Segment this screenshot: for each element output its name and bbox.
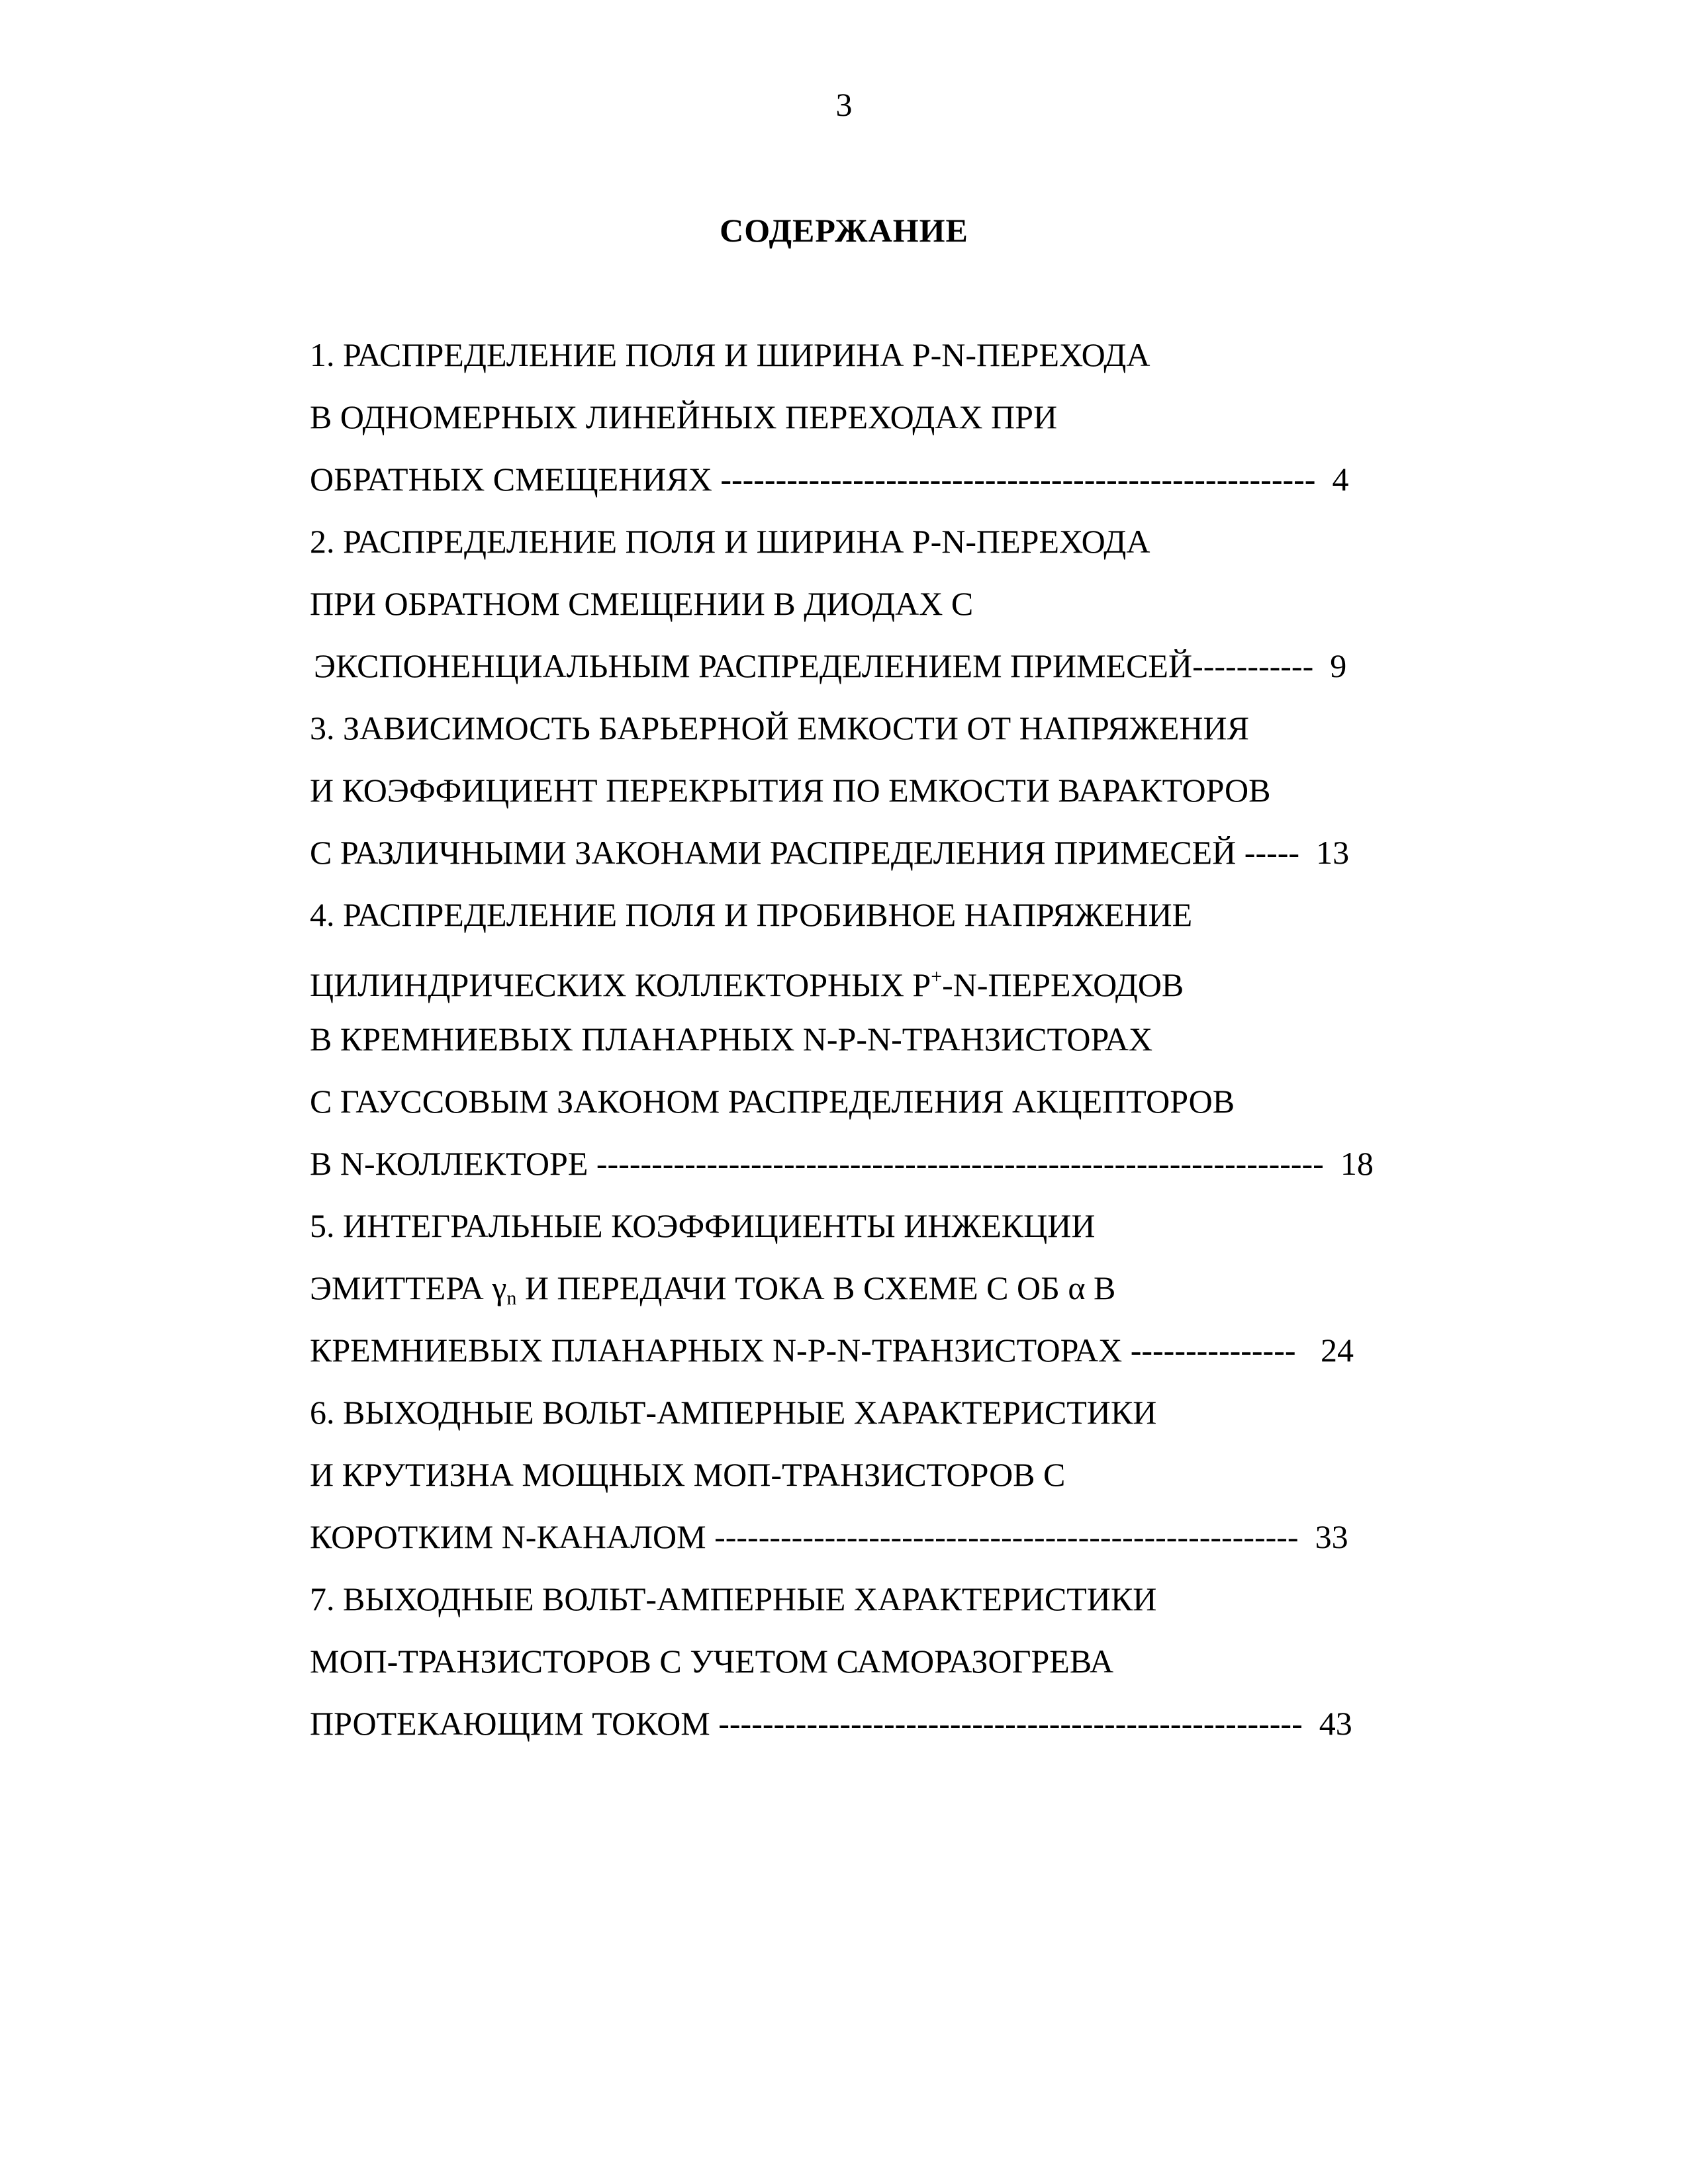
toc-entry-6-line-3[interactable] <box>310 1517 1475 1579</box>
toc-entry-2-heading-end: ЭКСПОНЕНЦИАЛЬНЫМ РАСПРЕДЕЛЕНИЕМ ПРИМЕСЕЙ <box>314 647 1193 684</box>
toc-entry-5-heading-end: КРЕМНИЕВЫХ ПЛАНАРНЫХ N-P-N-ТРАНЗИСТОРАХ <box>310 1332 1123 1369</box>
toc-entry-4-heading-end: В N-КОЛЛЕКТОРЕ <box>310 1145 588 1182</box>
toc-entry-3-leader: ----- <box>1244 834 1300 871</box>
toc-entry-6-heading-end: КОРОТКИМ N-КАНАЛОМ <box>310 1518 706 1555</box>
toc-entry-5-page: 24 <box>1321 1332 1354 1369</box>
toc-entry-6-line-2: И КРУТИЗНА МОЩНЫХ МОП-ТРАНЗИСТОРОВ С <box>310 1456 1066 1493</box>
toc-entry-5-line-2-pre: ЭМИТТЕРА γ <box>310 1269 507 1306</box>
toc-entry-3-heading-end: С РАЗЛИЧНЫМИ ЗАКОНАМИ РАСПРЕДЕЛЕНИЯ ПРИМЕСЕЙ <box>310 834 1237 871</box>
toc-entry-4-page: 18 <box>1340 1145 1374 1182</box>
toc-entry-5-line-1: 5. ИНТЕГРАЛЬНЫЕ КОЭФФИЦИЕНТЫ ИНЖЕКЦИИ <box>310 1207 1096 1244</box>
toc-entry-7-page: 43 <box>1319 1705 1352 1742</box>
toc-entry-7-leader: ----------------------------------------------------- <box>718 1705 1303 1742</box>
toc-entry-3-page: 13 <box>1316 834 1350 871</box>
toc-entry-1-heading-end: ОБРАТНЫХ СМЕЩЕНИЯХ <box>310 461 712 498</box>
toc-entry-4-leader: ------------------------------------------------------------------ <box>596 1145 1324 1182</box>
toc-entry-3-line-2: И КОЭФФИЦИЕНТ ПЕРЕКРЫТИЯ ПО ЕМКОСТИ ВАРАКТОРОВ <box>310 772 1271 809</box>
toc-entry-1-leader: ------------------------------------------------------ <box>720 461 1316 498</box>
toc-entry-4-line-2-pre: ЦИЛИНДРИЧЕСКИХ КОЛЛЕКТОРНЫХ P <box>310 966 931 1003</box>
toc-entry-7-heading-end: ПРОТЕКАЮЩИМ ТОКОМ <box>310 1705 710 1742</box>
toc-entry-4-line-2-post: -N-ПЕРЕХОДОВ <box>942 966 1184 1003</box>
toc-entry-3-line-1: 3. ЗАВИСИМОСТЬ БАРЬЕРНОЙ ЕМКОСТИ ОТ НАПРЯЖЕНИЯ <box>310 709 1249 747</box>
toc-entry-4-line-2-sup: + <box>931 966 943 987</box>
toc-entry-2-line-2: ПРИ ОБРАТНОМ СМЕЩЕНИИ В ДИОДАХ С <box>310 585 974 622</box>
toc-entry-3-line-3[interactable] <box>310 833 1475 895</box>
toc-entry-6-page: 33 <box>1315 1518 1348 1555</box>
table-of-contents <box>310 335 1475 1766</box>
toc-entry-6-line-1: 6. ВЫХОДНЫЕ ВОЛЬТ-АМПЕРНЫЕ ХАРАКТЕРИСТИКИ <box>310 1394 1157 1431</box>
toc-entry-7-line-2: МОП-ТРАНЗИСТОРОВ С УЧЕТОМ САМОРАЗОГРЕВА <box>310 1643 1114 1680</box>
toc-entry-1-line-2: В ОДНОМЕРНЫХ ЛИНЕЙНЫХ ПЕРЕХОДАХ ПРИ <box>310 398 1058 435</box>
toc-entry-2-page: 9 <box>1330 647 1347 684</box>
toc-entry-2-line-1: 2. РАСПРЕДЕЛЕНИЕ ПОЛЯ И ШИРИНА P-N-ПЕРЕХОДА <box>310 523 1150 560</box>
toc-entry-6-leader: ----------------------------------------------------- <box>714 1518 1299 1555</box>
toc-entry-5-line-2-sub: n <box>506 1287 517 1309</box>
toc-entry-1-page: 4 <box>1332 461 1349 498</box>
toc-entry-5-line-2-post: И ПЕРЕДАЧИ ТОКА В СХЕМЕ С ОБ α В <box>516 1269 1116 1306</box>
toc-entry-4-line-2 <box>310 957 1475 1019</box>
toc-entry-4-line-3: В КРЕМНИЕВЫХ ПЛАНАРНЫХ N-P-N-ТРАНЗИСТОРАХ <box>310 1021 1153 1058</box>
toc-entry-4-line-5[interactable] <box>310 1144 1475 1206</box>
toc-entry-1-line-1: 1. РАСПРЕДЕЛЕНИЕ ПОЛЯ И ШИРИНА P-N-ПЕРЕХОДА <box>310 336 1150 373</box>
toc-entry-7-line-3[interactable] <box>310 1704 1475 1766</box>
toc-entry-1-line-3[interactable] <box>310 459 1475 522</box>
toc-entry-2-leader: ----------- <box>1192 647 1314 684</box>
toc-entry-2-line-3[interactable] <box>310 646 1475 708</box>
page-title: СОДЕРЖАНИЕ <box>720 212 968 249</box>
toc-entry-4-line-1: 4. РАСПРЕДЕЛЕНИЕ ПОЛЯ И ПРОБИВНОЕ НАПРЯЖЕНИЕ <box>310 896 1193 933</box>
toc-entry-7-line-1: 7. ВЫХОДНЫЕ ВОЛЬТ-АМПЕРНЫЕ ХАРАКТЕРИСТИКИ <box>310 1580 1157 1617</box>
toc-entry-5-line-3[interactable] <box>310 1330 1475 1392</box>
toc-entry-5-line-2 <box>310 1268 1475 1330</box>
toc-entry-4-line-4: С ГАУССОВЫМ ЗАКОНОМ РАСПРЕДЕЛЕНИЯ АКЦЕПТОРОВ <box>310 1083 1235 1120</box>
toc-entry-5-leader: --------------- <box>1130 1332 1296 1369</box>
page-number: 3 <box>835 86 853 123</box>
